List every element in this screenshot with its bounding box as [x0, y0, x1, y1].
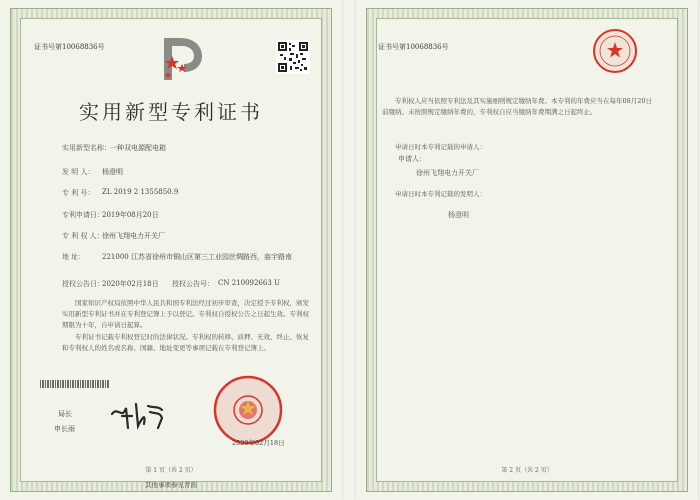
- certificate-number: 证书号第10068836号: [378, 43, 449, 51]
- director-name: 申长雨: [54, 425, 75, 433]
- certificate-number: 证书号第10068836号: [34, 43, 105, 51]
- field-value-filing-date: 2019年08月20日: [102, 211, 159, 219]
- field-value-inventor: 杨澄明: [102, 168, 123, 176]
- page-number: 第 2 页（共 2 页）: [501, 467, 553, 474]
- field-label-patent-no: 专 利 号：: [62, 189, 95, 197]
- inventor-heading: 申请日时本专利记载的发明人：: [395, 190, 486, 198]
- field-value-grant-no: CN 210092663 U: [218, 279, 280, 287]
- annual-fee-paragraph: 专利权人应当依照专利法及其实施细则规定缴纳年费。本专利的年费应当在每年08月20日前缴纳。未按照规定缴纳年费的，专利权自应当缴纳年费期满之日起终止。: [382, 97, 653, 116]
- qr-code-icon: [276, 40, 310, 74]
- field-value-patent-no: ZL 2019 2 1355850.9: [102, 188, 179, 196]
- official-seal-icon: [212, 374, 284, 446]
- barcode-icon: [40, 380, 110, 388]
- field-value-address: 221000 江苏省徐州市铜山区第三工业园丝绸路西，庙宇路南: [102, 253, 292, 261]
- certificate-page-front: [0, 0, 342, 500]
- signature-icon: [108, 398, 166, 432]
- field-label-address: 地 址：: [62, 253, 86, 261]
- cnipa-logo-icon: [158, 34, 206, 84]
- applicant-label: 申请人：: [398, 155, 426, 163]
- certificate-paragraph-2: 专利证书记载专利权登记时的法律状况。专利权的转移、质押、无效、终止、恢复和专利权人的姓名或名称、国籍、地址变更等事项记载在专利登记簿上。: [62, 333, 309, 352]
- footer-note: 其他事项参见背面: [145, 481, 197, 489]
- field-label-inventor: 发 明 人：: [62, 168, 95, 176]
- inner-frame: [376, 18, 678, 482]
- official-seal-small-icon: [592, 28, 638, 74]
- certificate-paragraph-1: 国家知识产权局依照中华人民共和国专利法经过初步审查，决定授予专利权，颁发实用新型专利证书并在专利登记簿上予以登记。专利权自授权公告之日起生效。专利权期限为十年，自申请日起算。: [62, 299, 309, 329]
- field-value-name: 一种双电源配电箱: [110, 144, 166, 152]
- field-label-grant-no: 授权公告号：: [172, 280, 214, 288]
- field-label-name: 实用新型名称：: [62, 144, 111, 152]
- seal-date: 2020年02月18日: [232, 439, 285, 447]
- field-value-patentee: 徐州飞翔电力开关厂: [102, 232, 165, 240]
- inventor-value: 杨澄明: [448, 211, 469, 219]
- applicant-heading: 申请日时本专利记载的申请人：: [395, 143, 486, 151]
- director-label: 局长: [58, 410, 72, 418]
- field-label-filing-date: 专利申请日：: [62, 211, 104, 219]
- certificate-title: 实用新型专利证书: [79, 100, 263, 124]
- applicant-value: 徐州飞翔电力开关厂: [416, 169, 479, 177]
- field-label-grant-date: 授权公告日：: [62, 280, 104, 288]
- field-value-grant-date: 2020年02月18日: [102, 280, 159, 288]
- certificate-page-back: [356, 0, 698, 500]
- field-label-patentee: 专 利 权 人：: [62, 232, 104, 240]
- page-number: 第 1 页（共 2 页）: [145, 467, 197, 474]
